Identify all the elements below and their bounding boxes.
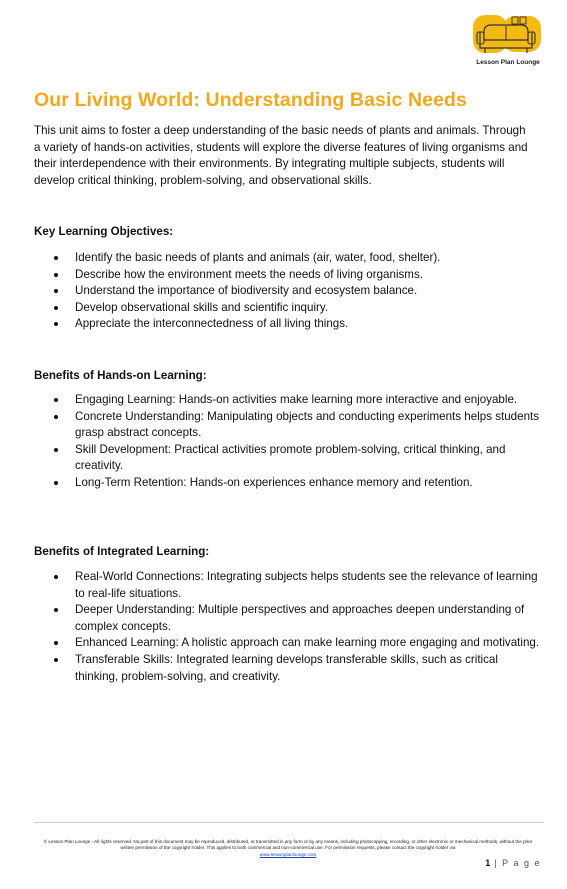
bullet-icon	[54, 641, 58, 645]
bullet-icon	[54, 481, 58, 485]
list-item: Identify the basic needs of plants and animals (air, water, food, shelter).	[34, 250, 544, 267]
list-item: Engaging Learning: Hands-on activities make learning more interactive and enjoyable.	[34, 392, 544, 409]
intro-paragraph: This unit aims to foster a deep understanding of the basic needs of plants and animals. Through a variety of hands-on activities, students will explore the diverse features of living organisms and their interdependence with their environments. By integrating multiple subjects, students will develop critical thinking, problem-solving, and observational skills.	[34, 124, 528, 187]
bullet-icon	[54, 289, 58, 293]
section-heading-integrated: Benefits of Integrated Learning:	[34, 545, 210, 558]
footer-website-link[interactable]: www.lessonplanlounge.com	[259, 851, 317, 857]
list-item: Describe how the environment meets the needs of living organisms.	[34, 267, 544, 284]
copyright-text: © Lesson Plan Lounge - All rights reserved. No part of this document may be reproduced, distributed, or transmitted in any form or by any means, including photocopying, recording, or other electronic or mechanical methods, without the prior written permission of the copyright holder. This applies to both commercial and non-commercial use. For permission requests, please contact the copyright holder via	[43, 839, 533, 851]
footer-divider	[34, 822, 544, 823]
bullet-icon	[54, 306, 58, 310]
logo-label: Lesson Plan Lounge	[476, 59, 540, 66]
sofa-logo-icon	[470, 12, 546, 62]
bullet-icon	[54, 256, 58, 260]
section-heading-hands-on: Benefits of Hands-on Learning:	[34, 369, 207, 382]
page-number	[485, 858, 541, 868]
list-item: Transferable Skills: Integrated learning develops transferable skills, such as critical thinking, problem-solving, and creativity.	[34, 652, 544, 685]
objectives-list	[34, 250, 544, 333]
list-item: Appreciate the interconnectedness of all living things.	[34, 316, 544, 333]
list-item: Concrete Understanding: Manipulating objects and conducting experiments helps students grasp abstract concepts.	[34, 409, 544, 442]
list-item: Real-World Connections: Integrating subjects helps students see the relevance of learning to real-life situations.	[34, 569, 544, 602]
footer-copyright	[38, 839, 538, 858]
bullet-icon	[54, 398, 58, 402]
list-item: Develop observational skills and scientific inquiry.	[34, 300, 544, 317]
bullet-icon	[54, 273, 58, 277]
bullet-icon	[54, 658, 58, 662]
integrated-list	[34, 569, 544, 685]
bullet-icon	[54, 575, 58, 579]
lesson-plan-lounge-logo	[470, 12, 546, 70]
section-heading-objectives: Key Learning Objectives:	[34, 225, 174, 238]
list-item: Long-Term Retention: Hands-on experiences enhance memory and retention.	[34, 475, 544, 492]
bullet-icon	[54, 322, 58, 326]
page-label: | P a g e	[494, 858, 541, 868]
list-item: Understand the importance of biodiversity and ecosystem balance.	[34, 283, 544, 300]
list-item: Deeper Understanding: Multiple perspectives and approaches deepen understanding of complex concepts.	[34, 602, 544, 635]
hands-on-list	[34, 392, 544, 492]
page-number-value: 1	[485, 858, 491, 868]
list-item: Skill Development: Practical activities promote problem-solving, critical thinking, and creativity.	[34, 442, 544, 475]
bullet-icon	[54, 415, 58, 419]
bullet-icon	[54, 448, 58, 452]
page-title: Our Living World: Understanding Basic Needs	[34, 89, 467, 111]
list-item: Enhanced Learning: A holistic approach can make learning more engaging and motivating.	[34, 635, 544, 652]
bullet-icon	[54, 608, 58, 612]
